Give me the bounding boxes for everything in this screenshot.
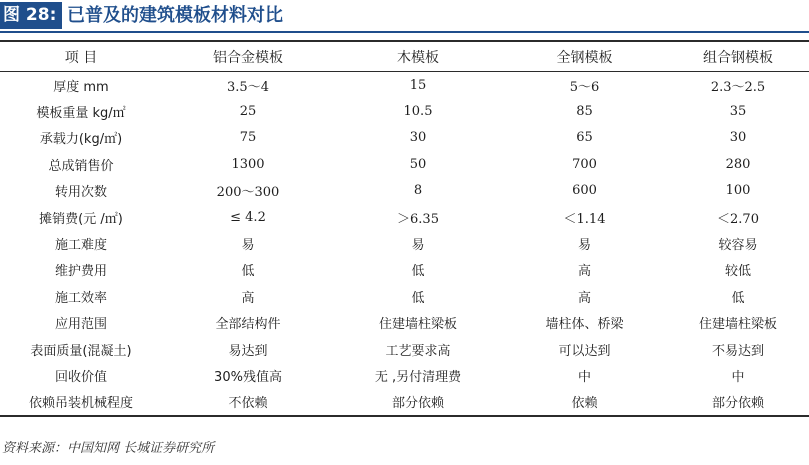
table-row xyxy=(0,389,809,416)
table-cell: 低 xyxy=(411,264,425,280)
row-label-cell: 表面质量(混凝土) xyxy=(30,343,132,359)
table-cell: ＞6.35 xyxy=(397,211,439,227)
table-cell: 全部结构件 xyxy=(215,317,281,333)
row-label-cell: 模板重量 kg/㎡ xyxy=(36,106,126,122)
row-label-cell: 总成销售价 xyxy=(48,158,114,174)
table-cell: 200～300 xyxy=(216,185,280,201)
table-cell: 2.3～2.5 xyxy=(710,79,766,95)
table-cell: 较低 xyxy=(724,264,751,280)
table-cell: 30 xyxy=(729,130,747,146)
table-cell: 部分依赖 xyxy=(391,396,444,412)
table-cell: 可以达到 xyxy=(558,343,611,359)
table-cell: 部分依赖 xyxy=(711,396,764,412)
row-label-cell: 依赖吊装机械程度 xyxy=(28,396,133,412)
table-cell: 3.5～4 xyxy=(227,79,269,95)
table-cell: 住建墙柱梁板 xyxy=(378,317,457,333)
table-row xyxy=(0,204,809,230)
table-cell: 5～6 xyxy=(569,79,600,95)
table-cell: 依赖 xyxy=(571,396,598,412)
title-rule xyxy=(0,31,809,33)
table-cell: ＜2.70 xyxy=(717,211,759,227)
table-cell: 50 xyxy=(409,156,427,172)
table-row xyxy=(0,283,809,309)
header-combined-steel: 组合钢模板 xyxy=(703,49,773,66)
table-cell: 高 xyxy=(577,290,591,306)
table-row xyxy=(0,98,809,124)
table-cell: 65 xyxy=(576,130,593,146)
table-cell: 8 xyxy=(413,183,423,199)
row-label-cell: 施工效率 xyxy=(54,290,107,306)
row-label-cell: 承载力(kg/㎡) xyxy=(39,132,123,148)
table-cell: 不易达到 xyxy=(711,343,764,359)
row-label-cell: 应用范围 xyxy=(54,317,107,333)
table-cell: 无 ,另付清理费 xyxy=(374,369,462,385)
table-cell: 不依赖 xyxy=(228,396,268,412)
table-row xyxy=(0,362,809,388)
table-cell: 85 xyxy=(576,104,593,120)
table-cell: 25 xyxy=(239,104,257,120)
table-cell: 中 xyxy=(577,369,591,385)
table-cell: 15 xyxy=(409,77,427,93)
row-label-cell: 回收价值 xyxy=(54,369,107,385)
table-cell: 700 xyxy=(572,156,597,172)
table-cell: 墙柱体、桥梁 xyxy=(545,317,624,333)
table-cell: 高 xyxy=(577,264,591,280)
figure-label: 图 28: xyxy=(0,2,62,29)
table-cell: 易 xyxy=(241,238,255,254)
table-cell: 30 xyxy=(409,130,427,146)
source-note: 资料来源：中国知网 长城证券研究所 xyxy=(2,441,215,456)
table-cell: 30%残值高 xyxy=(214,369,282,385)
table-cell: 75 xyxy=(239,130,257,146)
table-row xyxy=(0,178,809,204)
table-row xyxy=(0,230,809,256)
comparison-table xyxy=(0,40,809,417)
table-cell: 易 xyxy=(411,238,425,254)
figure-title: 已普及的建筑模板材料对比 xyxy=(67,5,283,26)
table-cell: 低 xyxy=(411,290,425,306)
table-cell: 600 xyxy=(572,183,597,199)
table-cell: 100 xyxy=(725,183,751,199)
header-aluminum: 铝合金模板 xyxy=(213,49,283,66)
table-body xyxy=(0,72,809,417)
table-cell: 易达到 xyxy=(228,343,268,359)
table-cell: 易 xyxy=(577,238,591,254)
table-cell: 低 xyxy=(241,264,255,280)
table-row xyxy=(0,125,809,151)
table-cell: 较容易 xyxy=(718,238,758,254)
table-cell: 280 xyxy=(725,156,751,172)
table-cell: 35 xyxy=(729,104,747,120)
figure-title-bar xyxy=(0,0,809,32)
row-label-cell: 维护费用 xyxy=(54,264,107,280)
table-cell: 工艺要求高 xyxy=(385,343,451,359)
row-label-cell: 摊销费(元 /㎡) xyxy=(39,211,123,227)
table-cell: 1300 xyxy=(231,156,265,172)
table-row xyxy=(0,151,809,177)
table-cell: 高 xyxy=(241,290,255,306)
table-cell: 中 xyxy=(731,369,745,385)
table-row xyxy=(0,310,809,336)
table-cell: 低 xyxy=(731,290,745,306)
table-header-row xyxy=(0,41,809,72)
header-wood: 木模板 xyxy=(397,49,439,66)
table-row xyxy=(0,72,809,99)
table-row xyxy=(0,336,809,362)
table-cell: 住建墙柱梁板 xyxy=(698,317,777,333)
row-label-cell: 转用次数 xyxy=(54,185,107,201)
table-cell: 10.5 xyxy=(403,104,433,120)
table-row xyxy=(0,257,809,283)
header-item: 项 目 xyxy=(64,49,98,66)
table-cell: ＜1.14 xyxy=(563,211,606,227)
header-full-steel: 全钢模板 xyxy=(556,49,613,66)
row-label-cell: 厚度 mm xyxy=(53,79,109,95)
row-label-cell: 施工难度 xyxy=(54,238,107,254)
table-cell: ≤ 4.2 xyxy=(230,209,266,225)
